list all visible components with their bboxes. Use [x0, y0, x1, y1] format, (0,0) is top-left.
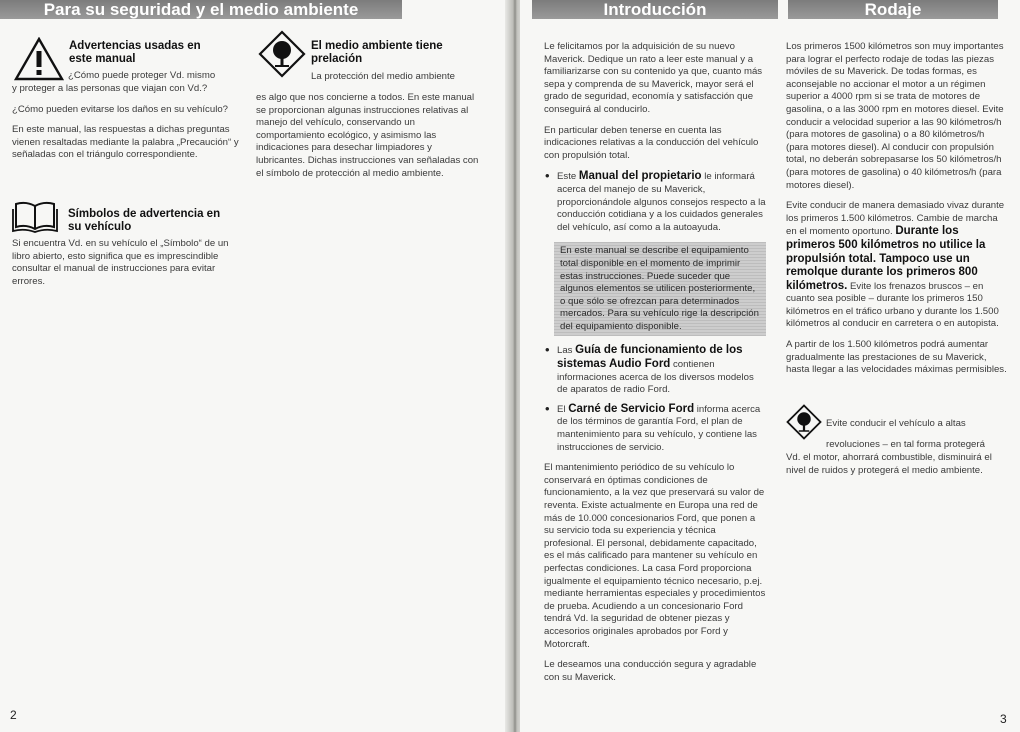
symbols-heading-line2: su vehículo	[68, 221, 132, 233]
rodaje-p4-rest: Vd. el motor, ahorrará combustible, disminuirá el nivel de ruidos y protegerá el medio ambiente.	[786, 452, 992, 476]
environment-p1-line1: La protección del medio ambiente	[311, 71, 455, 82]
symbols-heading-line1: Símbolos de advertencia en	[68, 208, 221, 220]
warnings-p2: ¿Cómo pueden evitarse los daños en su vehículo?	[12, 103, 228, 115]
page-number-right: 3	[1000, 712, 1007, 726]
intro-p2: En particular deben tenerse en cuenta las indicaciones relativas a la conducción del vehículo con propulsión total.	[544, 124, 759, 161]
warning-triangle-icon	[14, 37, 64, 81]
intro-p1: Le felicitamos por la adquisición de su nuevo Maverick. Dedique un rato a leer este manual y a familiarizarse con su contenido ya que, cuanto más sepa y comprenda de su Maverick, mayor será el grado de seguridad, economía y satisfacción que conseguirá al conducirlo.	[544, 41, 763, 115]
rodaje-p2: Evite conducir de manera demasiado vivaz durante los primeros 1.500 kilómetros. Cambie de marcha en el momento oportuno. Durante los primeros 500 kilómetros no utilice la propulsión total. Tampoco use un remolque durante los primeros 800 kilómetros. Evite los frenazos bruscos – en cuanto sea posible – durante los primeros 150 kilómetros en el tráfico urbano y durante los 1.500 kilómetros al conducir en carretera o en autopista.	[786, 200, 1005, 330]
bullet-audio-guide: • Las Guía de funcionamiento de los sistemas Audio Ford contienen informaciones acerca de los diversos modelos de aparatos de radio Ford.	[544, 344, 766, 396]
page-number-left: 2	[10, 708, 17, 722]
environment-tree-icon	[258, 30, 306, 78]
open-book-icon	[12, 199, 58, 233]
environment-heading-line1: El medio ambiente tiene	[311, 40, 443, 52]
warnings-heading-line2: este manual	[69, 53, 136, 65]
rodaje-p3: A partir de los 1.500 kilómetros podrá aumentar gradualmente las prestaciones de su Maverick, hasta llegar a las velocidades máximas permisibles.	[786, 339, 1007, 376]
intro-column	[544, 41, 766, 684]
safety-banner: Para su seguridad y el medio ambiente	[0, 0, 402, 19]
rodaje-p1: Los primeros 1500 kilómetros son muy importantes para lograr el perfecto rodaje de todas las piezas móviles de su Maverick. De todas formas, es aconsejable no accionar el motor a un régimen superior a 4000 rpm si se trata de motores de gasolina, o a las 3000 rpm en motores diesel. Evite conducir a velocidad superior a las 90 kilómetros/h (para motores de gasolina) o a 80 kilómetros/h (para motores diesel). Al conducir con propulsión total, no deberán sobrepasarse los 50 kilómetros/h (para motores de gasolina) o 40 kilómetros/h (para motores diesel).	[786, 41, 1004, 191]
equipment-note: En este manual se describe el equipamiento total disponible en el momento de imprimir estas instrucciones. Puede suceder que algunos elementos se utilicen posteriormente, o que sólo se ofrezcan para determinados mercados. Para su vehículo rige la descripción del equipamiento disponible.	[554, 242, 766, 336]
environment-p1-rest: es algo que nos concierne a todos. En este manual se proporcionan algunas instrucciones relativas al manejo del vehículo, conservando un comportamiento ecológico, y asimismo las indicaciones para desechar limpiadores y lubricantes. Dichas instrucciones van señaladas con el símbolo de protección al medio ambiente.	[256, 92, 479, 179]
rodaje-p4-line1: Evite conducir el vehículo a altas	[826, 418, 966, 429]
rodaje-p4-line2: revoluciones – en tal forma protegerá	[826, 439, 985, 450]
intro-banner: Introducción	[532, 0, 778, 19]
bullet-owner-manual: • Este Manual del propietario le informará acerca del manejo de su Maverick, proporcionándole algunos consejos respecto a la conducción cotidiana y a los cuidados generales del vehículo, así como a la autoayuda.	[544, 170, 766, 234]
bullet-service-card: • El Carné de Servicio Ford informa acerca de los términos de garantía Ford, el plan de mantenimiento para su vehículo, y contiene las instrucciones de servicio.	[544, 403, 766, 454]
rodaje-column	[786, 41, 1008, 377]
intro-p4: Le deseamos una conducción segura y agradable con su Maverick.	[544, 659, 757, 683]
rodaje-banner: Rodaje	[788, 0, 998, 19]
environment-heading-line2: prelación	[311, 53, 363, 65]
symbols-p1: Si encuentra Vd. en su vehículo el „Símbolo“ de un libro abierto, esto significa que es imprescindible consultar el manual de instrucciones para evitar errores.	[12, 238, 229, 287]
right-page	[520, 0, 1020, 732]
intro-p3: El mantenimiento periódico de su vehículo lo conservará en óptimas condiciones de funcionamiento, a la vez que preservará su valor de reventa. Existe actualmente en Europa una red de más de 10.000 concesionarios Ford, que ponen a su servicio toda su experiencia y técnica profesional. El personal, debidamente capacitado, es el más calificado para mantener su vehículo en perfectas condiciones. La casa Ford proporciona igualmente el equipamiento técnico necesario, p.ej. mediante herramientas especiales y procedimientos de prueba. Acudiendo a un concesionario Ford tendrá Vd. la seguridad de obtener piezas y accesorios originales aprobados por Ford y Motorcraft.	[544, 462, 766, 650]
warnings-p3: En este manual, las respuestas a dichas preguntas vienen resaltadas mediante la palabra „Precaución“ y señaladas con el triángulo correspondiente.	[12, 124, 239, 161]
warnings-p1-line1: ¿Cómo puede proteger Vd. mismo	[68, 70, 216, 81]
warnings-heading-line1: Advertencias usadas en	[69, 40, 201, 52]
environment-tree-icon	[786, 404, 822, 440]
warnings-p1-line2: y proteger a las personas que viajan con Vd.?	[12, 83, 208, 94]
